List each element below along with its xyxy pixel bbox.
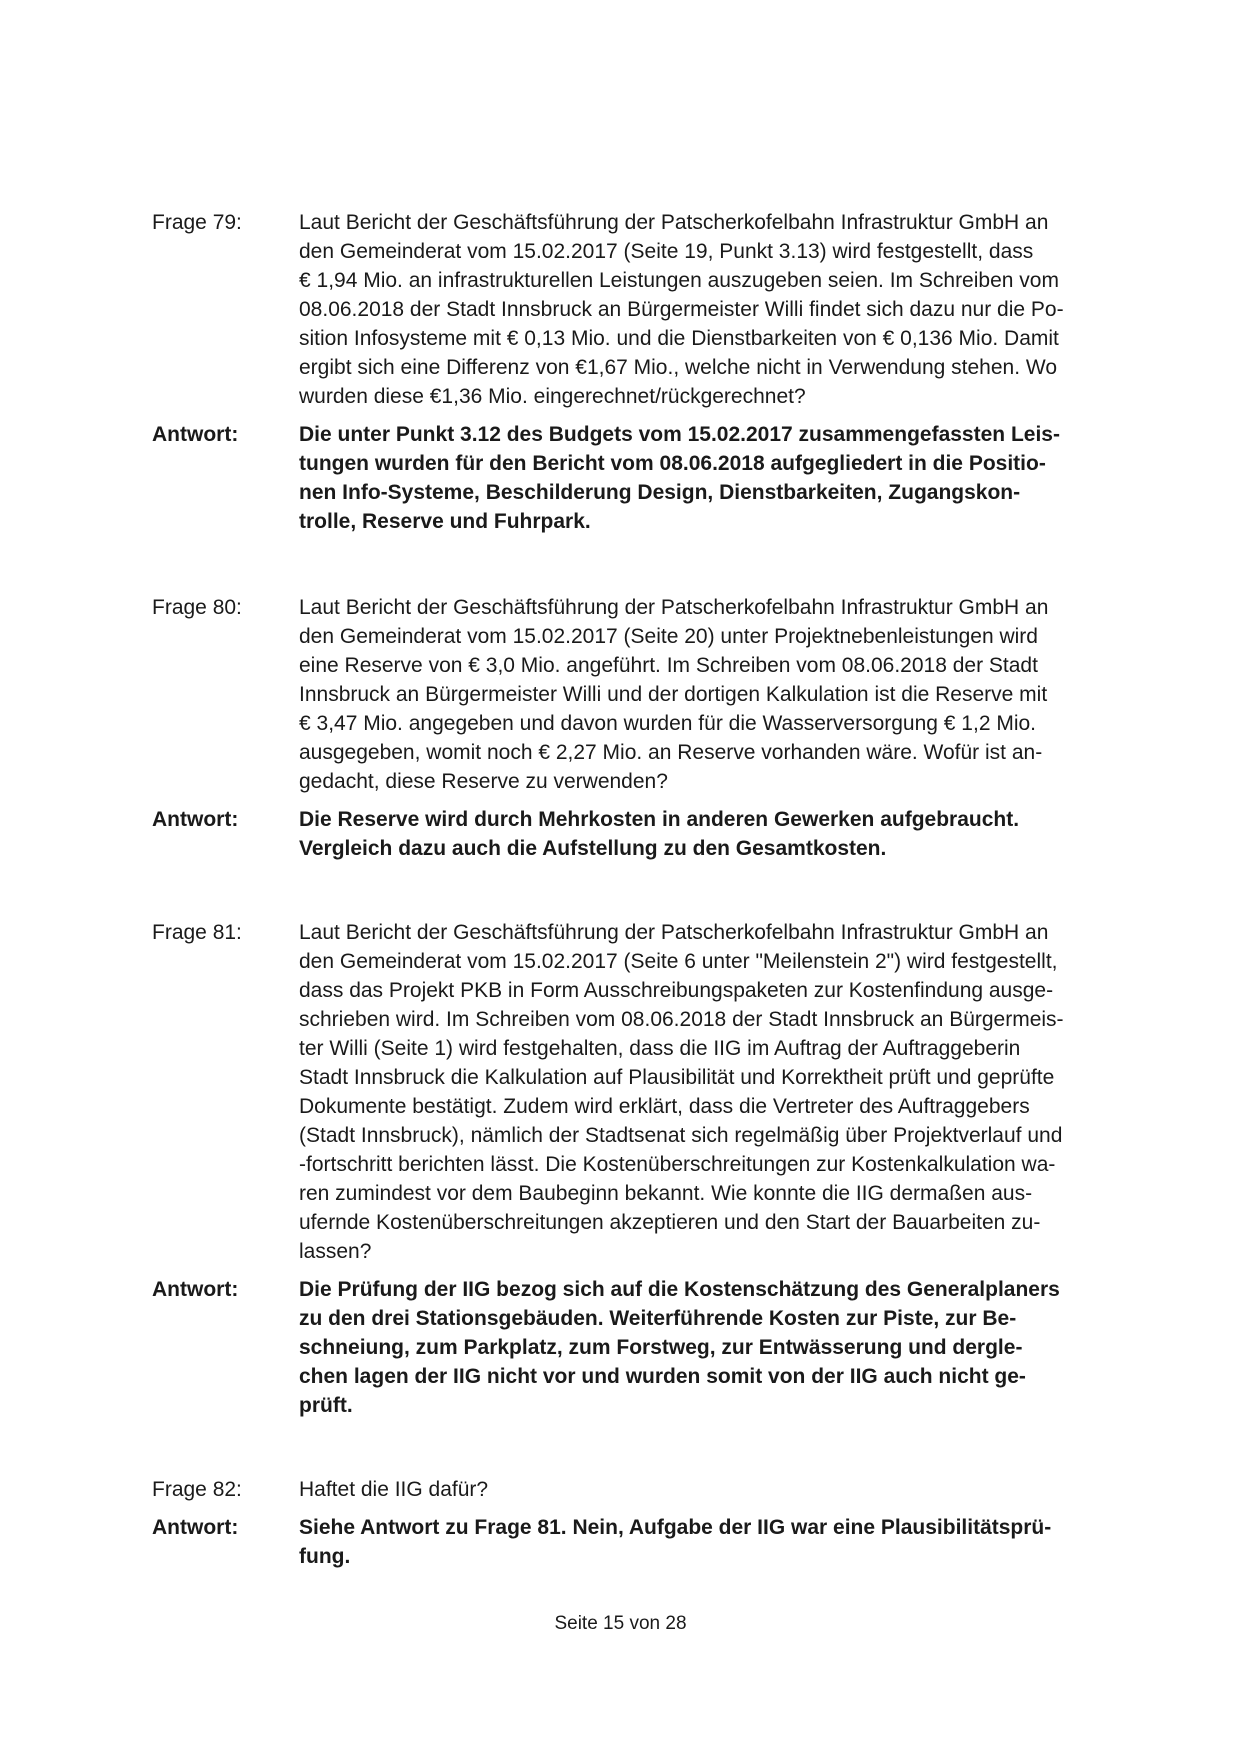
text-line: dass das Projekt PKB in Form Ausschreibungspaketen zur Kostenfindung ausge-: [299, 979, 1054, 1002]
question-text: [299, 1475, 1132, 1504]
text-line: den Gemeinderat vom 15.02.2017 (Seite 6 unter "Meilenstein 2") wird festgestellt,: [299, 950, 1058, 973]
text-line: zu den drei Stationsgebäuden. Weiterführende Kosten zur Piste, zur Be-: [299, 1307, 1017, 1330]
text-line: trolle, Reserve und Fuhrpark.: [299, 510, 591, 533]
text-line: Laut Bericht der Geschäftsführung der Patscherkofelbahn Infrastruktur GmbH an: [299, 211, 1049, 234]
answer-label: Antwort:: [152, 1278, 239, 1301]
text-line: Die unter Punkt 3.12 des Budgets vom 15.02.2017 zusammengefassten Leis-: [299, 423, 1060, 446]
text-line: tungen wurden für den Bericht vom 08.06.2018 aufgegliedert in die Positio-: [299, 452, 1046, 475]
question-row: [152, 208, 1132, 411]
text-line: 08.06.2018 der Stadt Innsbruck an Bürgermeister Willi findet sich dazu nur die Po-: [299, 298, 1064, 321]
answer-label: Antwort:: [152, 1516, 239, 1539]
text-line: (Stadt Innsbruck), nämlich der Stadtsenat sich regelmäßig über Projektverlauf und: [299, 1124, 1063, 1147]
question-text: [299, 593, 1132, 796]
text-line: Dokumente bestätigt. Zudem wird erklärt, dass die Vertreter des Auftraggebers: [299, 1095, 1030, 1118]
text-line: ausgegeben, womit noch € 2,27 Mio. an Reserve vorhanden wäre. Wofür ist an-: [299, 741, 1043, 764]
answer-row: [152, 420, 1132, 536]
text-line: Laut Bericht der Geschäftsführung der Patscherkofelbahn Infrastruktur GmbH an: [299, 596, 1049, 619]
text-line: Siehe Antwort zu Frage 81. Nein, Aufgabe der IIG war eine Plausibilitätsprü-: [299, 1516, 1052, 1539]
text-line: € 1,94 Mio. an infrastrukturellen Leistungen auszugeben seien. Im Schreiben vom: [299, 269, 1059, 292]
question-row: [152, 593, 1132, 796]
answer-text: [299, 1513, 1132, 1571]
qa-block-79: [152, 208, 1132, 536]
text-line: ergibt sich eine Differenz von €1,67 Mio., welche nicht in Verwendung stehen. Wo: [299, 356, 1057, 379]
answer-label: Antwort:: [152, 423, 239, 446]
question-row: [152, 1475, 1132, 1504]
text-line: Vergleich dazu auch die Aufstellung zu den Gesamtkosten.: [299, 837, 887, 860]
text-line: lassen?: [299, 1240, 372, 1263]
answer-text: [299, 805, 1132, 863]
text-line: Die Reserve wird durch Mehrkosten in anderen Gewerken aufgebraucht.: [299, 808, 1020, 831]
question-label: Frage 82:: [152, 1478, 242, 1501]
text-line: sition Infosysteme mit € 0,13 Mio. und die Dienstbarkeiten von € 0,136 Mio. Damit: [299, 327, 1059, 350]
question-label: Frage 80:: [152, 596, 242, 619]
text-line: ufernde Kostenüberschreitungen akzeptieren und den Start der Bauarbeiten zu-: [299, 1211, 1041, 1234]
text-line: ren zumindest vor dem Baubeginn bekannt. Wie konnte die IIG dermaßen aus-: [299, 1182, 1033, 1205]
text-line: den Gemeinderat vom 15.02.2017 (Seite 20) unter Projektnebenleistungen wird: [299, 625, 1038, 648]
answer-text: [299, 1275, 1132, 1420]
text-line: schrieben wird. Im Schreiben vom 08.06.2018 der Stadt Innsbruck an Bürgermeis-: [299, 1008, 1064, 1031]
answer-row: [152, 805, 1132, 863]
text-line: wurden diese €1,36 Mio. eingerechnet/rückgerechnet?: [299, 385, 806, 408]
answer-text: [299, 420, 1132, 536]
page-number: Seite 15 von 28: [554, 1613, 687, 1634]
question-label: Frage 79:: [152, 211, 242, 234]
question-label: Frage 81:: [152, 921, 242, 944]
answer-row: [152, 1513, 1132, 1571]
text-line: schneiung, zum Parkplatz, zum Forstweg, zur Entwässerung und dergle-: [299, 1336, 1023, 1359]
text-line: chen lagen der IIG nicht vor und wurden somit von der IIG auch nicht ge-: [299, 1365, 1026, 1388]
text-line: eine Reserve von € 3,0 Mio. angeführt. Im Schreiben vom 08.06.2018 der Stadt: [299, 654, 1038, 677]
qa-block-81: [152, 918, 1132, 1420]
text-line: Innsbruck an Bürgermeister Willi und der dortigen Kalkulation ist die Reserve mit: [299, 683, 1048, 706]
qa-block-82: [152, 1475, 1132, 1571]
text-line: den Gemeinderat vom 15.02.2017 (Seite 19, Punkt 3.13) wird festgestellt, dass: [299, 240, 1034, 263]
text-line: ter Willi (Seite 1) wird festgehalten, dass die IIG im Auftrag der Auftraggeberin: [299, 1037, 1021, 1060]
text-line: prüft.: [299, 1394, 353, 1417]
text-line: Die Prüfung der IIG bezog sich auf die Kostenschätzung des Generalplaners: [299, 1278, 1060, 1301]
question-text: [299, 918, 1132, 1266]
text-line: € 3,47 Mio. angegeben und davon wurden für die Wasserversorgung € 1,2 Mio.: [299, 712, 1037, 735]
answer-row: [152, 1275, 1132, 1420]
text-line: -fortschritt berichten lässt. Die Kostenüberschreitungen zur Kostenkalkulation wa-: [299, 1153, 1056, 1176]
text-line: gedacht, diese Reserve zu verwenden?: [299, 770, 668, 793]
question-text: [299, 208, 1132, 411]
text-line: Stadt Innsbruck die Kalkulation auf Plausibilität und Korrektheit prüft und geprüfte: [299, 1066, 1055, 1089]
question-row: [152, 918, 1132, 1266]
text-line: Laut Bericht der Geschäftsführung der Patscherkofelbahn Infrastruktur GmbH an: [299, 921, 1049, 944]
text-line: nen Info-Systeme, Beschilderung Design, Dienstbarkeiten, Zugangskon-: [299, 481, 1021, 504]
qa-block-80: [152, 593, 1132, 863]
text-line: Haftet die IIG dafür?: [299, 1478, 489, 1501]
answer-label: Antwort:: [152, 808, 239, 831]
text-line: fung.: [299, 1545, 351, 1568]
